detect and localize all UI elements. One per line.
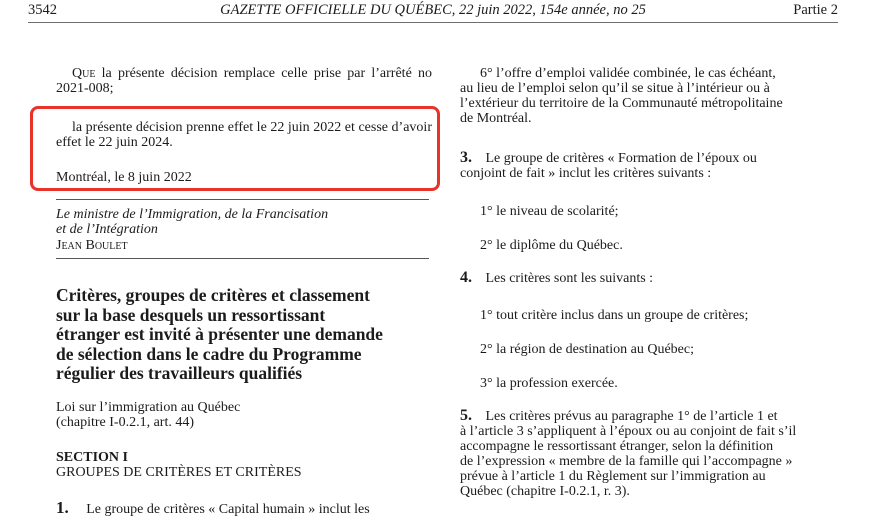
item-6-line-2: au lieu de l’emploi selon qu’il se situe à l’intérieur ou à	[460, 81, 770, 96]
article-4-item-1: 1° tout critère inclus dans un groupe de critères;	[480, 308, 749, 323]
minister-line-1: Le ministre de l’Immigration, de la Francisation	[56, 207, 329, 222]
item-6-line-1: 6° l’offre d’emploi validée combinée, le cas échéant,	[480, 66, 776, 81]
article-5-number: 5.	[460, 407, 472, 424]
article-5-line-5: prévue à l’article 1 du Règlement sur l’immigration au	[460, 469, 766, 484]
article-4	[460, 270, 840, 286]
place-date: Montréal, le 8 juin 2022	[56, 170, 192, 185]
effect-clause: la présente décision prenne effet le 22 juin 2022 et cesse d’avoir effet le 22 juin 2024.	[56, 120, 432, 150]
article-3-line-1: Le groupe de critères « Formation de l’époux ou	[485, 151, 757, 166]
page-number: 3542	[28, 2, 57, 18]
minister-line-2: et de l’Intégration	[56, 222, 158, 237]
que-word: Que	[72, 66, 96, 81]
heading-line-1: Critères, groupes de critères et classement	[56, 285, 370, 305]
document-heading	[56, 286, 432, 384]
article-1-number: 1.	[56, 498, 69, 517]
separator-rule-2	[56, 258, 429, 259]
que-rest: la présente décision remplace celle prise par l’arrêté no 2021-008;	[56, 66, 432, 96]
article-1-text: Le groupe de critères « Capital humain » inclut les	[86, 502, 370, 517]
que-paragraph	[56, 66, 432, 96]
article-3-item-2: 2° le diplôme du Québec.	[480, 238, 623, 253]
article-3	[460, 150, 840, 181]
effect-paragraph	[56, 120, 432, 150]
article-5-line-1: Les critères prévus au paragraphe 1° de l’article 1 et	[485, 409, 778, 424]
article-3-line-2: conjoint de fait » inclut les critères suivants :	[460, 166, 712, 181]
article-5-line-6: Québec (chapitre I-0.2.1, r. 3).	[460, 484, 630, 499]
article-5-line-4: de l’expression « membre de la famille qui l’accompagne »	[460, 454, 793, 469]
article-3-item-1: 1° le niveau de scolarité;	[480, 204, 619, 219]
article-4-item-2: 2° la région de destination au Québec;	[480, 342, 694, 357]
heading-line-2: sur la base desquels un ressortissant	[56, 304, 326, 325]
law-line-1: Loi sur l’immigration au Québec	[56, 400, 241, 415]
page-header	[28, 0, 838, 20]
section-label: SECTION I	[56, 450, 128, 465]
article-3-number: 3.	[460, 149, 472, 166]
article-5-line-2: à l’article 3 s’appliquent à l’époux ou au conjoint de fait s’il	[460, 424, 797, 439]
section-title: GROUPES DE CRITÈRES ET CRITÈRES	[56, 465, 302, 480]
article-4-text: Les critères sont les suivants :	[485, 271, 654, 286]
heading-line-5: régulier des travailleurs qualifiés	[56, 363, 303, 383]
item-6-line-3: l’extérieur du territoire de la Communauté métropolitaine	[460, 96, 783, 111]
article-5	[460, 408, 840, 499]
item-6-line-4: de Montréal.	[460, 111, 532, 126]
law-line-2: (chapitre I-0.2.1, art. 44)	[56, 415, 194, 430]
article-1	[56, 500, 432, 517]
heading-line-3: étranger est invité à présenter une demande	[56, 324, 383, 344]
article-4-number: 4.	[460, 269, 472, 286]
section-heading	[56, 450, 432, 480]
law-reference	[56, 400, 432, 430]
item-6	[460, 66, 840, 126]
separator-rule	[56, 199, 429, 200]
article-4-item-3: 3° la profession exercée.	[480, 376, 618, 391]
header-rule	[28, 22, 838, 23]
part-label: Partie 2	[793, 2, 838, 18]
article-5-line-3: accompagne le ressortissant étranger, selon la définition	[460, 439, 774, 454]
heading-line-4: de sélection dans le cadre du Programme	[56, 343, 362, 364]
minister-name: Jean Boulet	[56, 238, 128, 253]
gazette-title: GAZETTE OFFICIELLE DU QUÉBEC, 22 juin 2022, 154e année, no 25	[220, 2, 646, 18]
